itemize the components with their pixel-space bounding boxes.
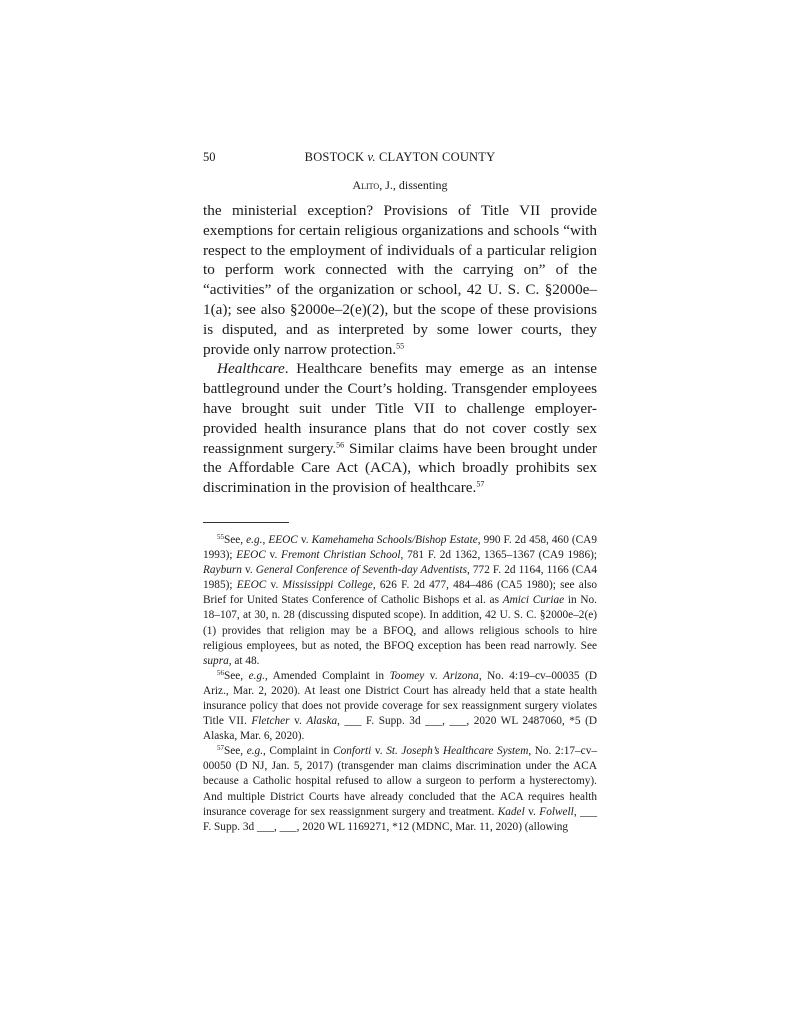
opinion-author: Alito xyxy=(352,178,380,192)
footnote-text: , No. 2:17–cv–00050 (D NJ, Jan. 5, 2017) (transgender man claims discrimination under the ACA because a Catholic hospital refused to allow a surgeon to perform a hysterectomy). And multiple District Courts have already concluded that the ACA requires health insurance coverage for sex reassignment surgery and treatment. xyxy=(203,745,597,818)
body-paragraph-2-lead: Healthcare xyxy=(217,360,285,378)
body-paragraph-1 xyxy=(203,201,597,359)
footnote-text: See, xyxy=(224,745,247,758)
footnote-text: See, xyxy=(224,533,247,546)
footnote-text: , xyxy=(262,533,269,546)
footnote-text: , No. 4:19–cv–00035 (D Ariz., Mar. 2, 2020). At least one District Court has already held that a state health insurance policy that does not provide coverage for sex reassignment surgery violates Title VII. xyxy=(203,669,597,728)
body-paragraph-2-text-b: Similar claims have been brought under the Affordable Care Act (ACA), which broadly prohibits sex discrimination in the provision of healthcare. xyxy=(203,439,598,497)
running-head xyxy=(203,146,597,168)
case-party-name: Fremont Christian School xyxy=(281,549,401,562)
footnote-text: , ___ F. Supp. 3d ___, ___, 2020 WL 2487060, *5 (D Alaska, Mar. 6, 2020). xyxy=(203,715,597,743)
footnote-text: , at 48. xyxy=(228,654,260,667)
case-party-name: Kamehameha Schools/Bishop Estate xyxy=(311,533,478,546)
case-party-name: Alaska xyxy=(306,715,338,728)
footnotes xyxy=(203,533,597,835)
footnote-55-number: 55 xyxy=(217,533,224,542)
footnote-divider xyxy=(203,522,289,523)
footnote-text: v. xyxy=(424,669,444,682)
case-title-part2: CLAYTON COUNTY xyxy=(375,150,496,164)
body-paragraph-2 xyxy=(203,359,597,498)
opinion-label xyxy=(203,177,597,193)
footnote-italic: e.g. xyxy=(246,745,264,758)
footnote-text: , 781 F. 2d 1362, 1365–1367 (CA9 1986); xyxy=(400,549,598,562)
case-party-name: Arizona xyxy=(443,669,479,682)
opinion-body xyxy=(203,201,597,498)
case-party-name: Mississippi College xyxy=(282,579,373,592)
body-paragraph-1-text: the ministerial exception? Provisions of Title VII provide exemptions for certain religious organizations and schools “with respect to the employment of individuals of a particular religion to perform work connected with the carrying on” of the “activities” of the organization or school, 42 U. S. C. §2000e–1(a); see also §2000e–2(e)(2), but the scope of these provisions is disputed, and as interpreted by some lower courts, they provide only narrow protection. xyxy=(203,202,597,358)
footnote-text: See, xyxy=(224,669,249,682)
case-party-name: EEOC xyxy=(236,549,266,562)
footnote-text: v. xyxy=(371,745,387,758)
page-number: 50 xyxy=(203,150,216,164)
footnote-text: v. xyxy=(297,533,312,546)
document-page xyxy=(203,146,597,835)
footnote-text: v. xyxy=(265,549,282,562)
footnote-55 xyxy=(203,533,597,669)
case-party-name: Conforti xyxy=(333,745,372,758)
footnote-ref-56: 56 xyxy=(336,439,345,449)
footnote-text: v. xyxy=(524,805,540,818)
footnote-text: , Amended Complaint in xyxy=(264,669,390,682)
footnote-text: v. xyxy=(241,564,256,577)
case-party-name: Folwell xyxy=(539,805,574,818)
case-party-name: Kadel xyxy=(497,805,525,818)
case-party-name: Rayburn xyxy=(203,564,242,577)
footnote-ref-57: 57 xyxy=(476,479,485,489)
case-party-name: EEOC xyxy=(236,579,267,592)
footnote-57-number: 57 xyxy=(217,744,224,753)
case-title-part1: BOSTOCK xyxy=(304,150,368,164)
footnote-text: , 990 F. 2d 458, 460 (CA9 1993); xyxy=(203,533,597,562)
case-title-versus: v. xyxy=(367,150,376,164)
case-party-name: EEOC xyxy=(268,533,298,546)
body-paragraph-2-text-a: . Healthcare benefits may emerge as an intense battleground under the Court’s holding. Transgender employees have brought suit under Title VII to challenge employer-provided health insurance plans that do not cover costly sex reassignment surgery. xyxy=(203,360,597,457)
footnote-text: , 772 F. 2d 1164, 1166 (CA4 1985); xyxy=(203,564,597,592)
case-title xyxy=(203,146,597,168)
footnote-56 xyxy=(203,669,597,744)
footnote-text: v. xyxy=(289,715,307,728)
footnote-text: , ___ F. Supp. 3d ___, ___, 2020 WL 1169271, *12 (MDNC, Mar. 11, 2020) (allowing xyxy=(203,805,598,833)
case-party-name: General Conference of Seventh-day Adventists xyxy=(255,564,467,577)
footnote-text: v. xyxy=(266,579,283,592)
footnote-ref-55: 55 xyxy=(396,340,405,350)
footnote-italic: e.g. xyxy=(246,533,263,546)
case-party-name: St. Joseph’s Healthcare System xyxy=(386,745,529,758)
opinion-suffix: , J., dissenting xyxy=(379,178,448,192)
case-party-name: Toomey xyxy=(389,669,425,682)
footnote-italic: supra xyxy=(203,654,229,667)
footnote-italic: Amici Curiae xyxy=(502,594,565,607)
footnote-57 xyxy=(203,744,597,835)
footnote-italic: e.g. xyxy=(248,669,265,682)
footnote-text: , Complaint in xyxy=(263,745,334,758)
footnote-text: , 626 F. 2d 477, 484–486 (CA5 1980); see also Brief for United States Conference of Catholic Bishops et al. as xyxy=(203,579,598,607)
case-party-name: Fletcher xyxy=(251,715,290,728)
footnote-text: in No. 18–107, at 30, n. 28 (discussing disputed scope). In addition, 42 U. S. C. §2000e–2(e)(1) provides that religion may be a BFOQ, and allows religious schools to hire religious employees, but as noted, the BFOQ exception has been read narrowly. See xyxy=(203,594,597,652)
footnote-56-number: 56 xyxy=(217,668,224,677)
